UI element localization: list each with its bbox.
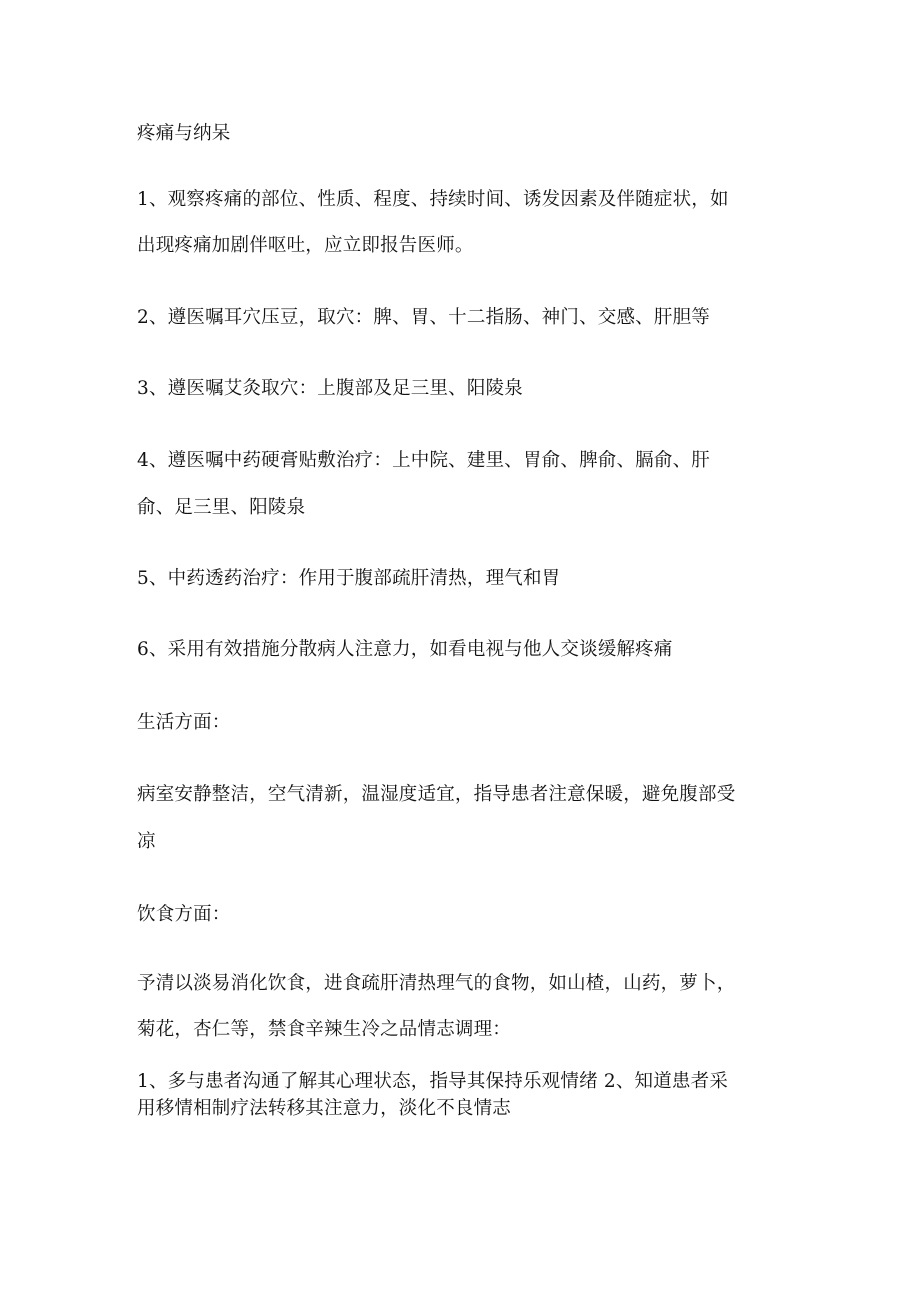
paragraph-line: 5、中药透药治疗：作用于腹部疏肝清热，理气和胃 (137, 568, 561, 589)
paragraph-line: 1、多与患者沟通了解其心理状态，指导其保持乐观情绪 2、知道患者采 (137, 1071, 729, 1092)
paragraph-line: 俞、足三里、阳陵泉 (137, 497, 306, 518)
paragraph-line: 3、遵医嘱艾灸取穴：上腹部及足三里、阳陵泉 (137, 378, 523, 399)
paragraph-line: 2、遵医嘱耳穴压豆，取穴：脾、胃、十二指肠、神门、交感、肝胆等 (137, 307, 710, 328)
paragraph-line: 菊花，杏仁等，禁食辛辣生冷之品情志调理： (137, 1019, 512, 1040)
document-title: 疼痛与纳呆 (137, 123, 231, 144)
paragraph-line: 1、观察疼痛的部位、性质、程度、持续时间、诱发因素及伴随症状，如 (137, 189, 729, 210)
paragraph-line: 用移情相制疗法转移其注意力，淡化不良情志 (137, 1098, 512, 1119)
paragraph-line: 予清以淡易消化饮食，进食疏肝清热理气的食物，如山楂，山药，萝卜， (137, 973, 736, 994)
paragraph-line: 6、采用有效措施分散病人注意力，如看电视与他人交谈缓解疼痛 (137, 639, 673, 660)
section-heading-diet: 饮食方面： (137, 904, 231, 925)
paragraph-line: 凉 (137, 831, 156, 852)
section-heading-life: 生活方面： (137, 712, 231, 733)
paragraph-line: 病室安静整洁，空气清新，温湿度适宜，指导患者注意保暖，避免腹部受 (137, 784, 736, 805)
paragraph-line: 出现疼痛加剧伴呕吐，应立即报告医师。 (137, 235, 474, 256)
paragraph-line: 4、遵医嘱中药硬膏贴敷治疗：上中院、建里、胃俞、脾俞、膈俞、肝 (137, 450, 710, 471)
